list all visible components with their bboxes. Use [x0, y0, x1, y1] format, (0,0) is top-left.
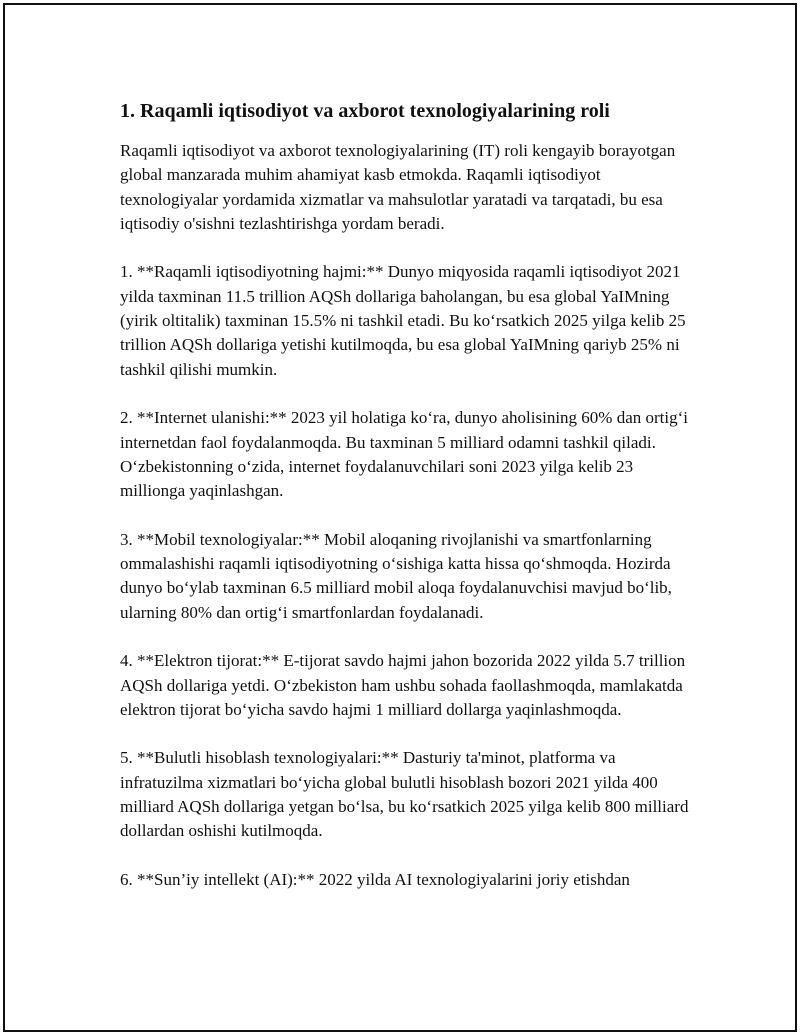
intro-paragraph: Raqamli iqtisodiyot va axborot texnologiyalarining (IT) roli kengayib borayotgan global manzarada muhim ahamiyat kasb etmokda. Raqamli iqtisodiyot texnologiyalar yordamida xizmatlar va mahsulotlar yaratadi va tarqatadi, bu esa iqtisodiy o'sishni tezlashtirishga yordam beradi.: [120, 141, 676, 233]
document-body: [120, 97, 700, 917]
paragraph-e-commerce: 4. **Elektron tijorat:** E-tijorat savdo hajmi jahon bozorida 2022 yilda 5.7 trillion AQSh dollariga yetdi. O‘zbekiston ham ushbu sohada faollashmoqda, mamlakatda elektron tijorat bo‘yicha savdo hajmi 1 milliard dollarga yaqinlashmoqda.: [120, 651, 686, 719]
paragraph-artificial-intelligence: 6. **Sun’iy intellekt (AI):** 2022 yilda AI texnologiyalarini joriy etishdan: [120, 869, 630, 889]
paragraph-digital-economy-size: 1. **Raqamli iqtisodiyotning hajmi:** Dunyo miqyosida raqamli iqtisodiyot 2021 yilda taxminan 11.5 trillion AQSh dollariga baholangan, bu esa global YaIMning (yirik oltitalik) taxminan 15.5% ni tashkil etadi. Bu ko‘rsatkich 2025 yilga kelib 25 trillion AQSh dollariga yetishi kutilmoqda, bu esa global YaIMning qariyb 25% ni tashkil qilishi mumkin.: [120, 262, 686, 379]
paragraph-cloud-computing: 5. **Bulutli hisoblash texnologiyalari:** Dasturiy ta'minot, platforma va infratuzilma xizmatlari bo‘yicha global bulutli hisoblash bozori 2021 yilda 400 milliard AQSh dollariga yetgan bo‘lsa, bu ko‘rsatkich 2025 yilga kelib 800 milliard dollardan oshishi kutilmoqda.: [120, 748, 689, 841]
paragraph-mobile-technologies: 3. **Mobil texnologiyalar:** Mobil aloqaning rivojlanishi va smartfonlarning ommalashishi raqamli iqtisodiyotning o‘sishiga katta hissa qo‘shmoqda. Hozirda dunyo bo‘ylab taxminan 6.5 milliard mobil aloqa foydalanuvchisi mavjud bo‘lib, ularning 80% dan ortig‘i smartfonlardan foydalanadi.: [120, 529, 672, 622]
document-page: [3, 3, 797, 1032]
section-heading: 1. Raqamli iqtisodiyot va axborot texnologiyalarining roli: [120, 100, 610, 122]
paragraph-internet-connectivity: 2. **Internet ulanishi:** 2023 yil holatiga ko‘ra, dunyo aholisining 60% dan ortig‘i internetdan faol foydalanmoqda. Bu taxminan 5 milliard odamni tashkil qiladi. O‘zbekistonning o‘zida, internet foydalanuvchilari soni 2023 yilga kelib 23 millionga yaqinlashgan.: [120, 408, 688, 501]
